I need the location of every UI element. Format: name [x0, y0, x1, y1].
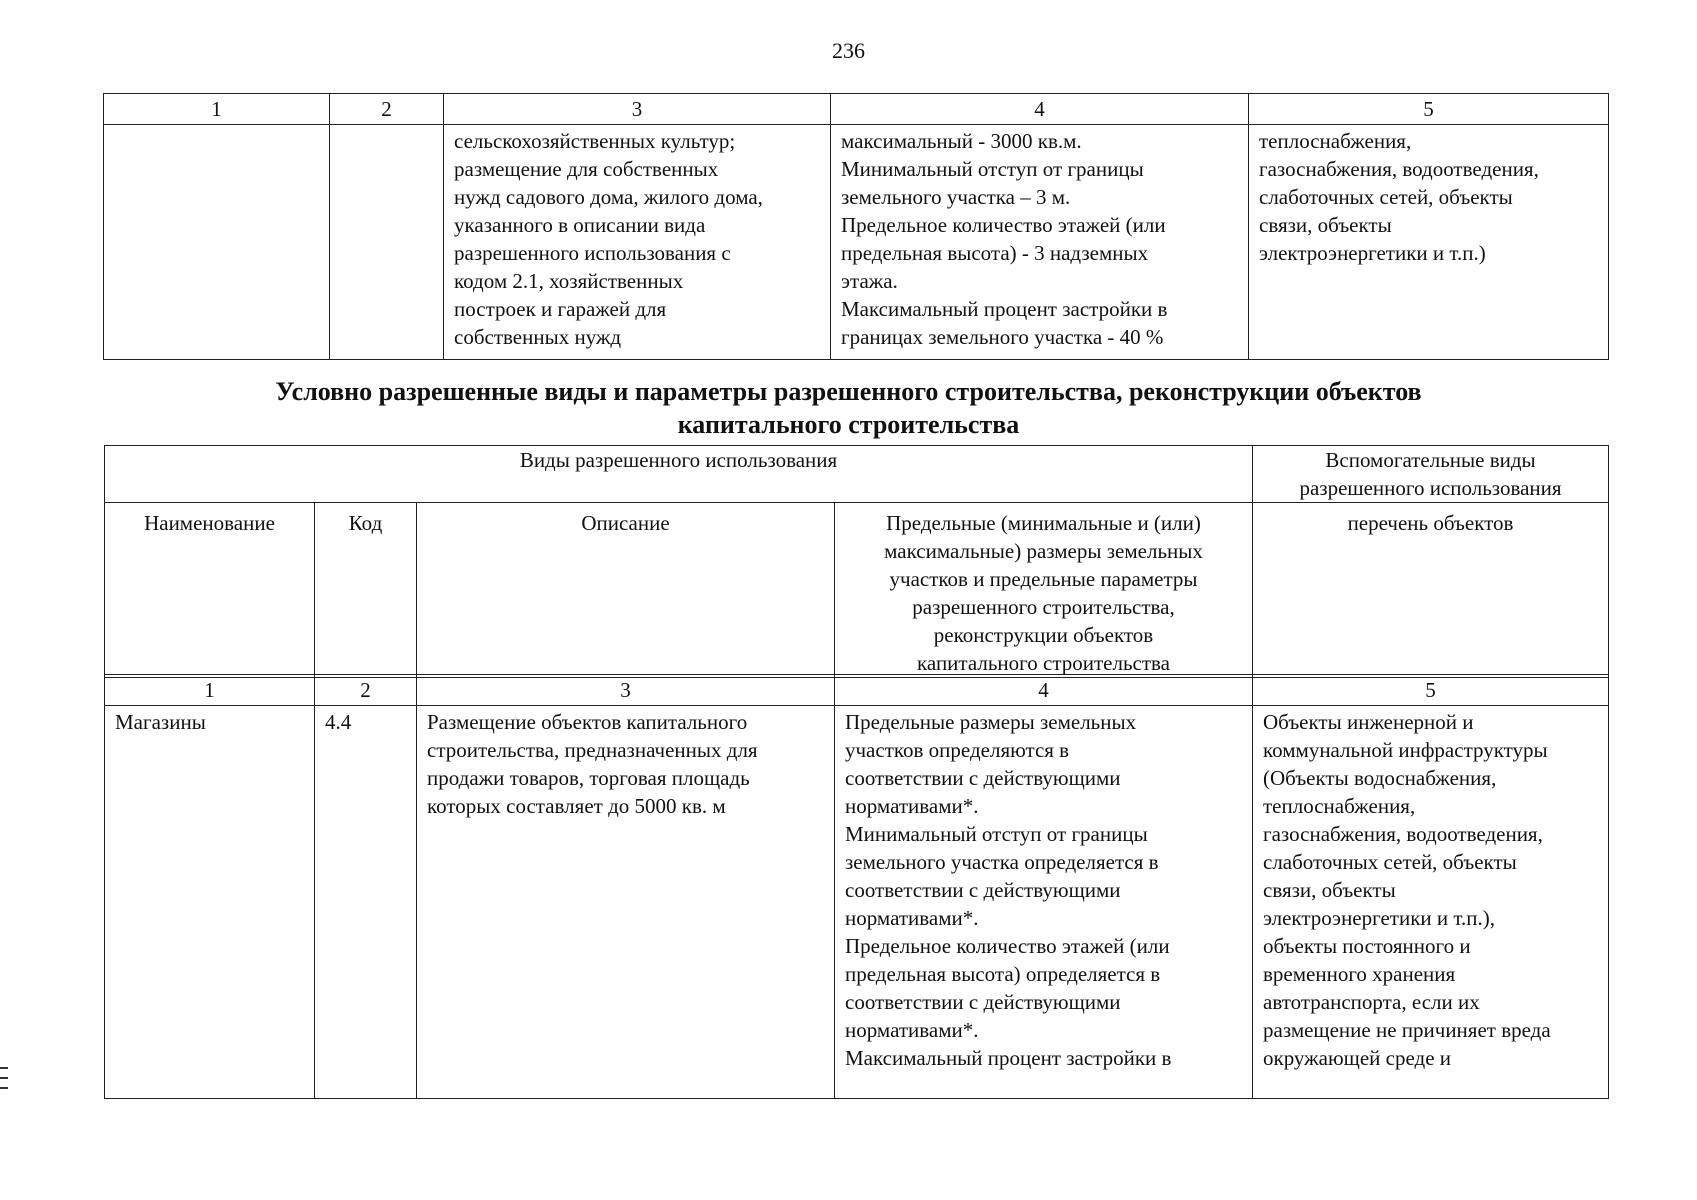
cell-text-line: кодом 2.1, хозяйственных	[454, 269, 684, 293]
edge-mark	[0, 1067, 8, 1069]
cell-text-line: окружающей среде и	[1263, 1046, 1452, 1070]
description-cell	[417, 706, 835, 1099]
continuation-table	[103, 93, 1609, 360]
cell-text-line: участков определяются в	[845, 738, 1070, 762]
code-cell: 4.4	[315, 706, 417, 1099]
permitted-uses-table	[104, 674, 1609, 1099]
cell-text-line: нужд садового дома, жилого дома,	[454, 185, 763, 209]
column-number: 4	[831, 94, 1249, 125]
cell-text-line: Минимальный отступ от границы	[845, 822, 1148, 846]
cell-text-line: Предельное количество этажей (или	[841, 213, 1166, 237]
edge-mark	[0, 1077, 8, 1079]
cell-text-line: коммунальной инфраструктуры	[1263, 738, 1548, 762]
cell-text-line: земельного участка определяется в	[845, 850, 1159, 874]
cell-text-line: нормативами*.	[845, 906, 979, 930]
cell-text-line: разрешенного использования с	[454, 241, 731, 265]
cell-text-line: слаботочных сетей, объекты	[1259, 185, 1513, 209]
cell-text-line: построек и гаражей для	[454, 297, 667, 321]
cell-text-line: электроэнергетики и т.п.)	[1259, 241, 1486, 265]
cell-text-line: Минимальный отступ от границы	[841, 157, 1144, 181]
cell-text-line: предельная высота) определяется в	[845, 962, 1161, 986]
column-number-row	[104, 94, 1609, 125]
section-title-line: Условно разрешенные виды и параметры разрешенного строительства, реконструкции объектов	[275, 377, 1422, 406]
column-number: 1	[105, 675, 315, 706]
header-table	[104, 445, 1609, 678]
code-cell	[330, 125, 444, 360]
parameters-cell	[831, 125, 1249, 360]
edge-mark	[0, 1087, 8, 1089]
table-row	[104, 125, 1609, 360]
cell-text-line: теплоснабжения,	[1259, 129, 1412, 153]
page-number: 236	[832, 38, 865, 63]
column-header-row	[105, 503, 1609, 678]
cell-text-line: продажи товаров, торговая площадь	[427, 766, 750, 790]
cell-text-line: Вспомогательные виды	[1325, 448, 1536, 472]
column-number-row	[105, 675, 1609, 706]
cell-text-line: нормативами*.	[845, 794, 979, 818]
cell-text-line: (Объекты водоснабжения,	[1263, 766, 1497, 790]
cell-text-line: связи, объекты	[1259, 213, 1392, 237]
cell-text-line: теплоснабжения,	[1263, 794, 1416, 818]
column-header-description: Описание	[417, 503, 835, 678]
cell-text-line: разрешенного использования	[1299, 476, 1562, 500]
group-header-auxiliary-uses	[1253, 446, 1609, 503]
cell-text-line: указанного в описании вида	[454, 213, 706, 237]
parameters-cell	[835, 706, 1253, 1099]
column-number: 4	[835, 675, 1253, 706]
column-number: 2	[315, 675, 417, 706]
cell-text-line: соответствии с действующими	[845, 878, 1121, 902]
cell-text-line: электроэнергетики и т.п.),	[1263, 906, 1495, 930]
cell-text-line: соответствии с действующими	[845, 990, 1121, 1014]
cell-text-line: Предельное количество этажей (или	[845, 934, 1170, 958]
description-cell	[444, 125, 831, 360]
column-number: 3	[417, 675, 835, 706]
cell-text-line: газоснабжения, водоотведения,	[1263, 822, 1543, 846]
cell-text-line: реконструкции объектов	[933, 623, 1154, 647]
cell-text-line: участков и предельные параметры	[889, 567, 1198, 591]
column-number: 2	[330, 94, 444, 125]
cell-text-line: собственных нужд	[454, 325, 622, 349]
cell-text-line: Максимальный процент застройки в	[841, 297, 1168, 321]
cell-text-line: Максимальный процент застройки в	[845, 1046, 1172, 1070]
cell-text-line: капитального строительства	[917, 651, 1170, 675]
column-number: 3	[444, 94, 831, 125]
name-cell: Магазины	[105, 706, 315, 1099]
cell-text-line: объекты постоянного и	[1263, 934, 1471, 958]
group-header-row	[105, 446, 1609, 503]
cell-text-line: предельная высота) - 3 надземных	[841, 241, 1149, 265]
scan-edge-marks	[0, 1067, 8, 1097]
section-title-line: капитального строительства	[677, 410, 1020, 439]
cell-text-line: максимальные) размеры земельных	[884, 539, 1203, 563]
auxiliary-objects-cell	[1253, 706, 1609, 1099]
cell-text-line: связи, объекты	[1263, 878, 1396, 902]
section-title	[0, 375, 1697, 441]
cell-text-line: Предельные размеры земельных	[845, 710, 1137, 734]
cell-text-line: разрешенного строительства,	[912, 595, 1175, 619]
cell-text-line: размещение не причиняет вреда	[1263, 1018, 1551, 1042]
column-header-auxiliary: перечень объектов	[1253, 503, 1609, 678]
table-row	[105, 706, 1609, 1099]
cell-text-line: Предельные (минимальные и (или)	[886, 511, 1201, 535]
cell-text-line: которых составляет до 5000 кв. м	[427, 794, 726, 818]
column-header-parameters	[835, 503, 1253, 678]
cell-text-line: нормативами*.	[845, 1018, 979, 1042]
column-header-code: Код	[315, 503, 417, 678]
column-number: 1	[104, 94, 330, 125]
cell-text-line: Объекты инженерной и	[1263, 710, 1474, 734]
cell-text-line: размещение для собственных	[454, 157, 719, 181]
auxiliary-objects-cell	[1249, 125, 1609, 360]
cell-text-line: строительства, предназначенных для	[427, 738, 758, 762]
column-header-name: Наименование	[105, 503, 315, 678]
column-number: 5	[1253, 675, 1609, 706]
cell-text-line: земельного участка – 3 м.	[841, 185, 1071, 209]
cell-text-line: временного хранения	[1263, 962, 1456, 986]
name-cell	[104, 125, 330, 360]
cell-text-line: газоснабжения, водоотведения,	[1259, 157, 1539, 181]
cell-text-line: автотранспорта, если их	[1263, 990, 1480, 1014]
cell-text-line: максимальный - 3000 кв.м.	[841, 129, 1082, 153]
cell-text-line: Размещение объектов капитального	[427, 710, 748, 734]
cell-text-line: соответствии с действующими	[845, 766, 1121, 790]
cell-text-line: слаботочных сетей, объекты	[1263, 850, 1517, 874]
cell-text-line: границах земельного участка - 40 %	[841, 325, 1164, 349]
cell-text-line: сельскохозяйственных культур;	[454, 129, 736, 153]
group-header-permitted-uses: Виды разрешенного использования	[105, 446, 1253, 503]
column-number: 5	[1249, 94, 1609, 125]
cell-text-line: этажа.	[841, 269, 898, 293]
